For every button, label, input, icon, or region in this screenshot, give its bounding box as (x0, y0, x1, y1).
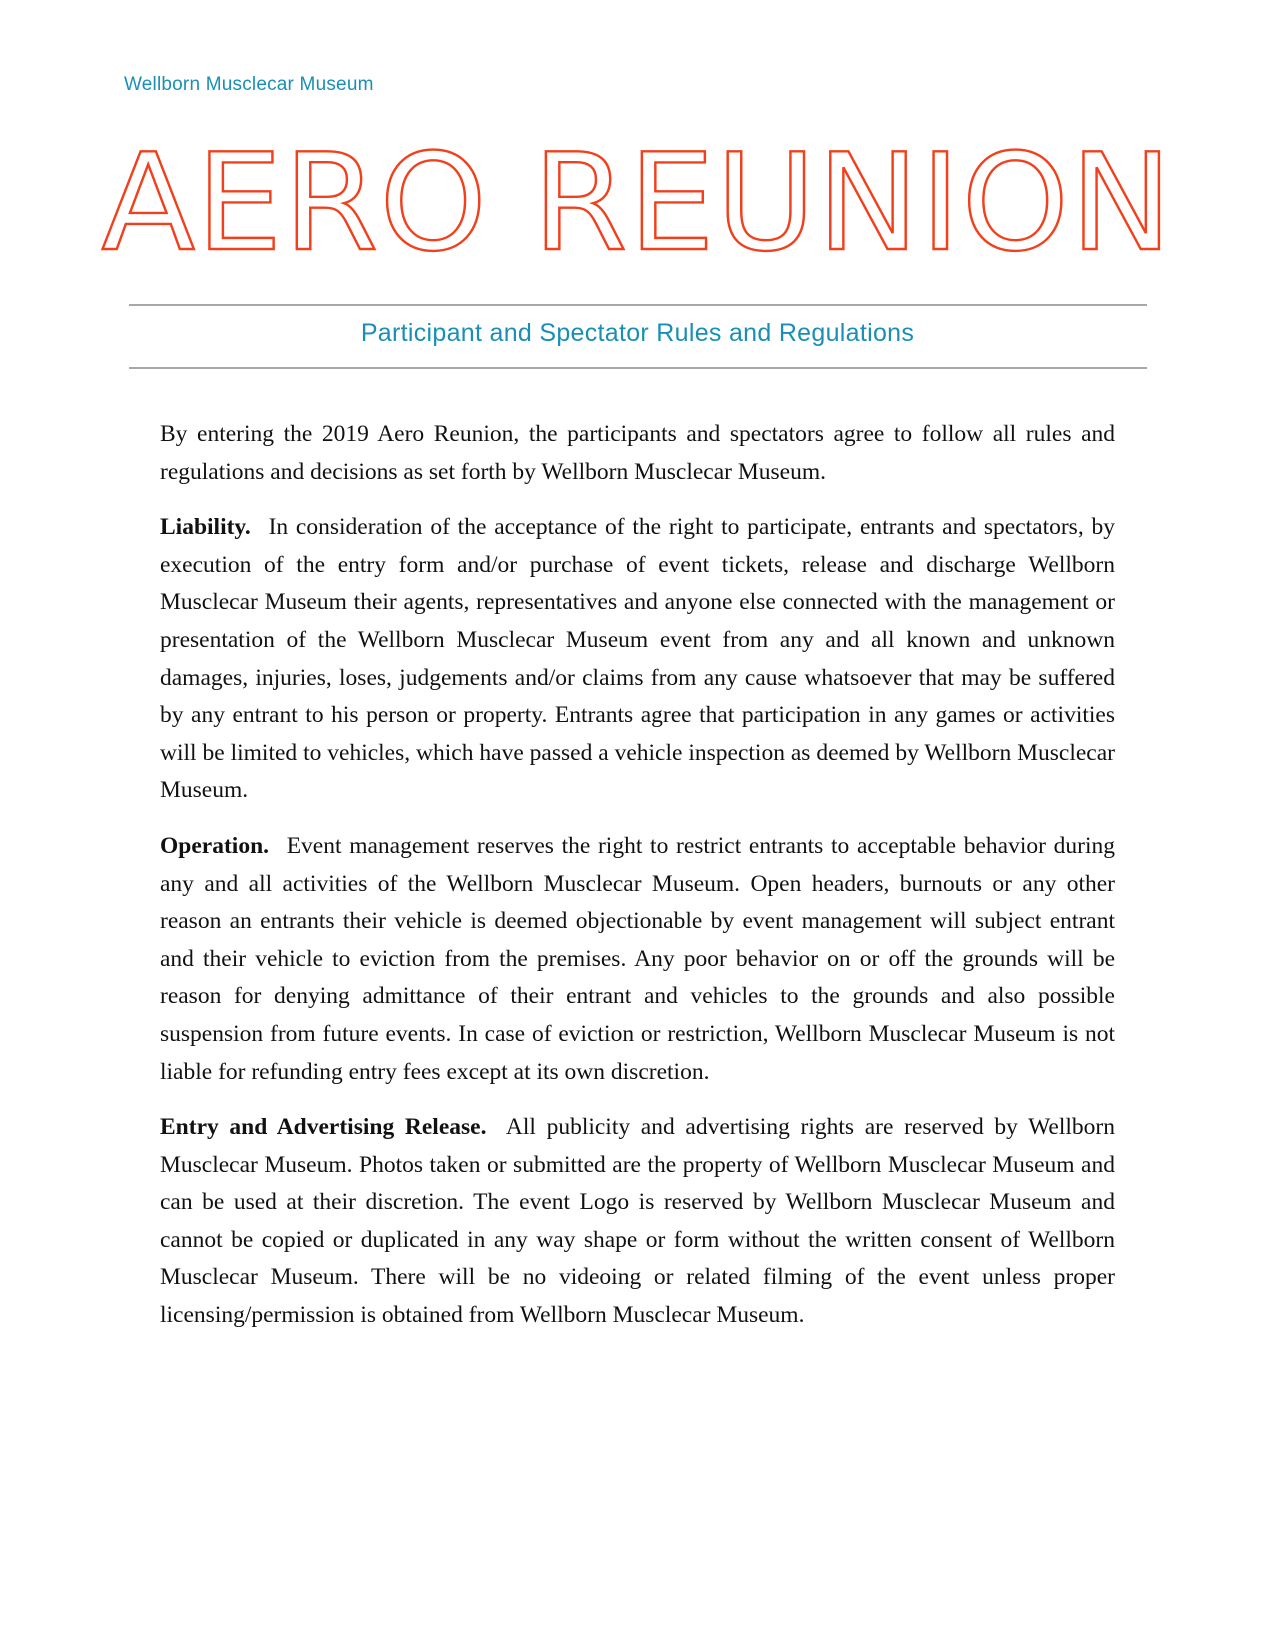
section-heading: Entry and Advertising Release. (160, 1114, 487, 1141)
section-heading: Operation. (160, 832, 270, 859)
page-title (0, 125, 1275, 281)
section-text: Event management reserves the right to restrict entrants to acceptable behavior during any and all activities of the Wellborn Musclecar Museum. Open headers, burnouts or any other reason an entrants their vehicle is deemed objectionable by event management will subject entrant and their vehicle to eviction from the premises. Any poor behavior on or off the grounds will be reason for denying admittance of their entrant and vehicles to the grounds and also possible suspension from future events. In case of eviction or restriction, Wellborn Musclecar Museum is not liable for refunding entry fees except at its own discretion. (160, 832, 1116, 1085)
section-text: All publicity and advertising rights are reserved by Wellborn Musclecar Museum. Photos taken or submitted are the property of Wellborn Musclecar Museum and can be used at their discretion. The event Logo is reserved by Wellborn Musclecar Museum and cannot be copied or duplicated in any way shape or form without the written consent of Wellborn Musclecar Museum. There will be no videoing or related filming of the event unless proper licensing/permission is obtained from Wellborn Musclecar Museum. (160, 1114, 1115, 1329)
section-text: In consideration of the acceptance of the right to participate, entrants and spectators, by execution of the entry form and/or purchase of event tickets, release and discharge Wellborn Musclecar Museum their agents, representatives and anyone else connected with the management or presentation of the Wellborn Musclecar Museum event from any and all known and unknown damages, injuries, loses, judgements and/or claims from any cause whatsoever that may be suffered by any entrant to his person or property. Entrants agree that participation in any games or activities will be limited to vehicles, which have passed a vehicle inspection as deemed by Wellborn Musclecar Museum. (160, 514, 1115, 804)
section-liability (160, 509, 1115, 810)
page-subtitle: Participant and Spectator Rules and Regulations (360, 319, 915, 347)
intro-paragraph: By entering the 2019 Aero Reunion, the participants and spectators agree to follow all rules and regulations and decisions as set forth by Wellborn Musclecar Museum. (160, 421, 1115, 485)
page-title-text: AERO REUNION (101, 125, 1174, 281)
org-name: Wellborn Musclecar Museum (124, 74, 374, 95)
section-entry-advertising-release (160, 1109, 1115, 1335)
divider-top (129, 304, 1147, 306)
section-operation (160, 828, 1115, 1091)
divider-bottom (129, 367, 1147, 369)
section-heading: Liability. (160, 514, 251, 541)
document-body (160, 416, 1115, 1353)
